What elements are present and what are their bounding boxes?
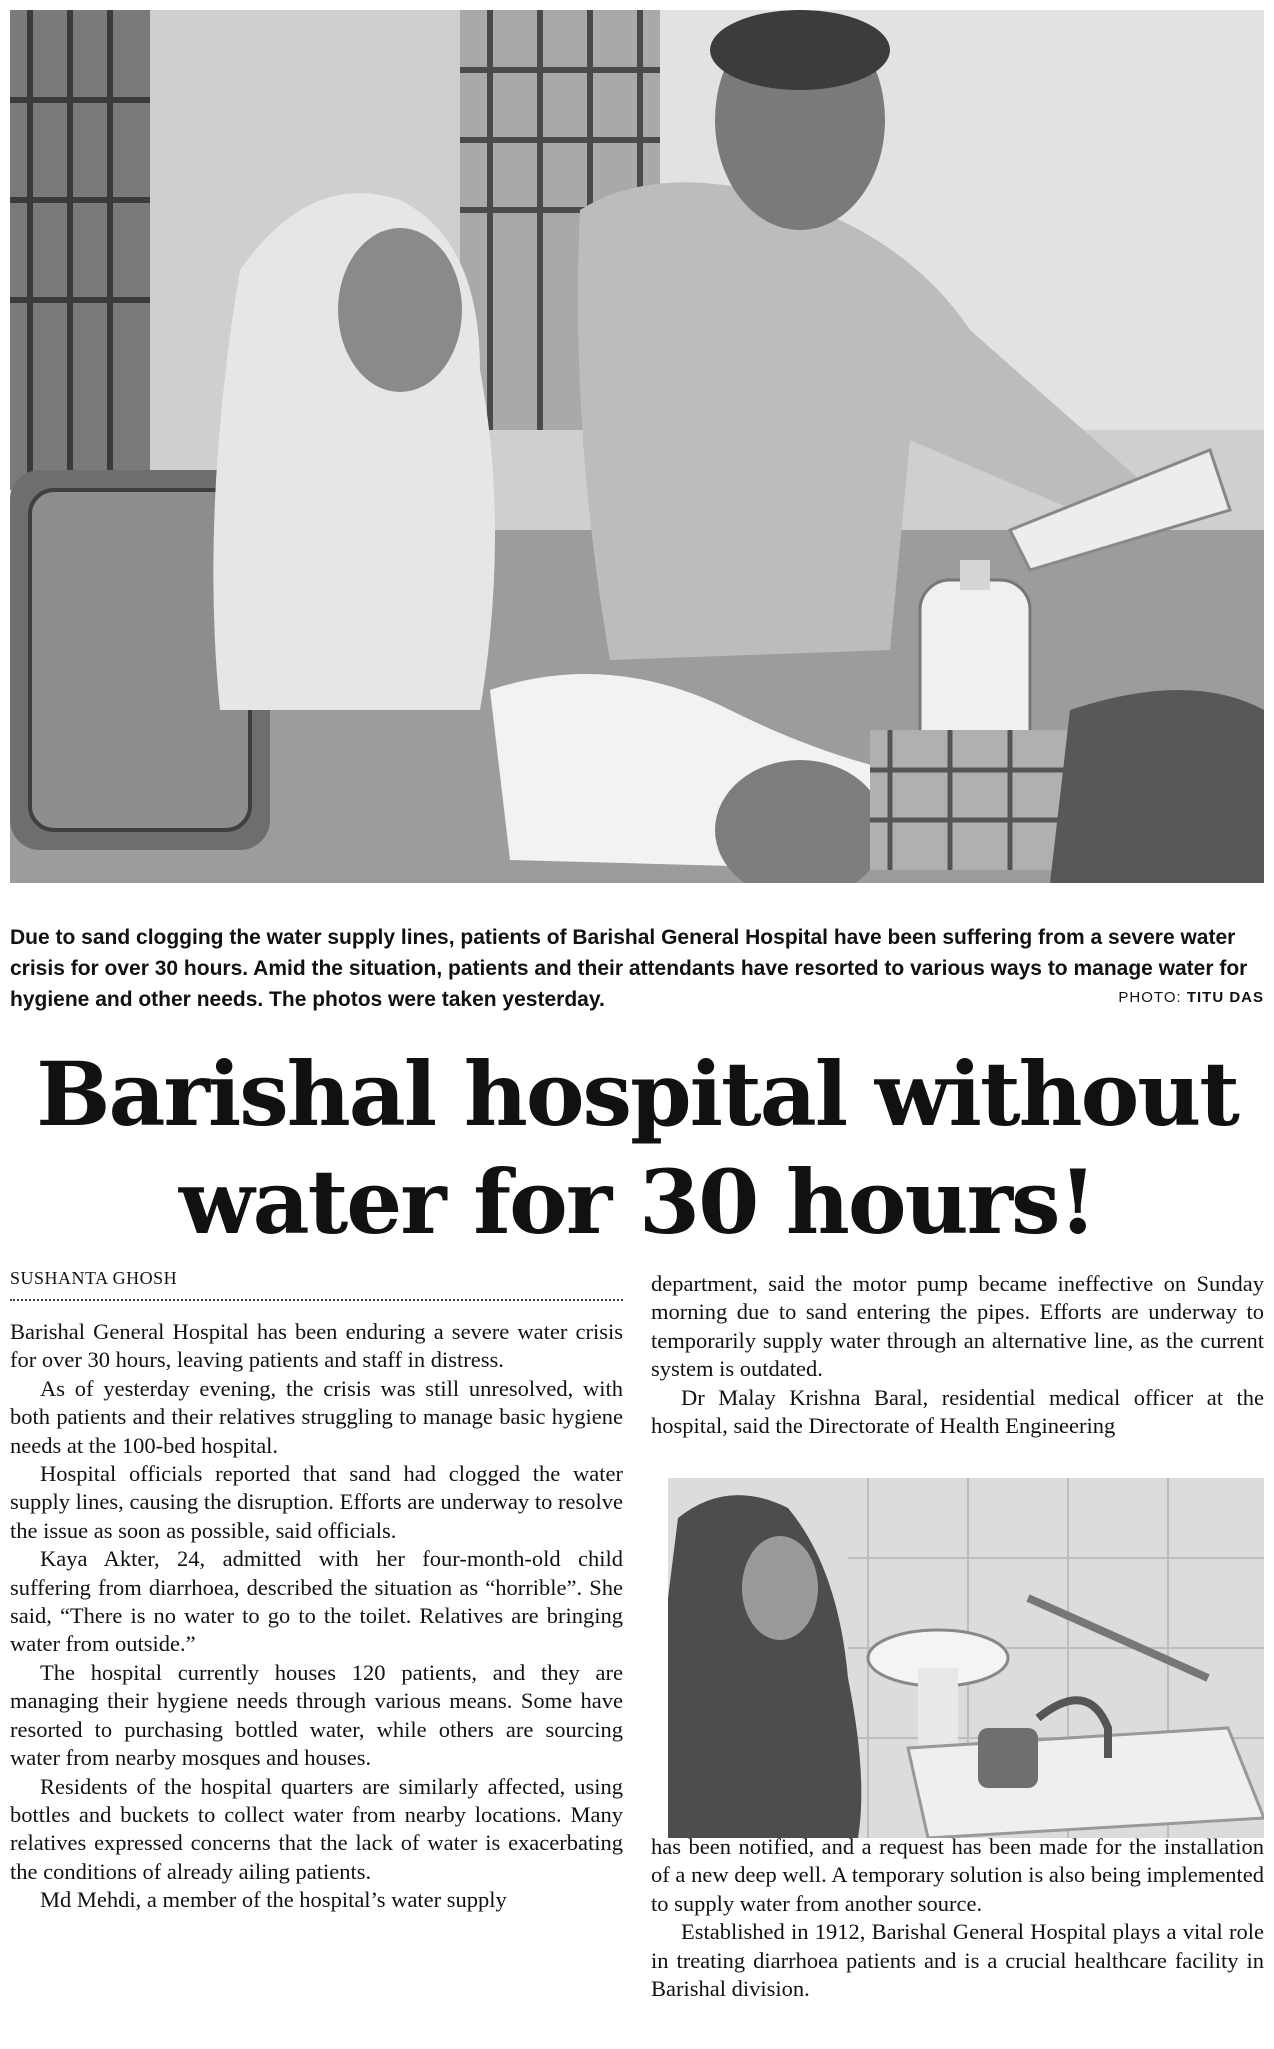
headline-line-2: water for 30 hours! xyxy=(178,1150,1096,1254)
paragraph: As of yesterday evening, the crisis was still unresolved, with both patients and their relatives struggling to manage basic hygiene needs at the 100-bed hospital. xyxy=(10,1375,623,1458)
headline xyxy=(0,1040,1274,1256)
secondary-photo-illustration xyxy=(668,1478,1264,1838)
article-column-right-top xyxy=(651,1270,1264,1440)
paragraph: department, said the motor pump became ineffective on Sunday morning due to sand entering the pipes. Efforts are underway to temporarily supply water through an alternative line, as the current system is outdated. xyxy=(651,1271,1264,1382)
paragraph: Residents of the hospital quarters are similarly affected, using bottles and buckets to collect water from nearby locations. Many relatives expressed concerns that the lack of water is exacerbating the conditions of already ailing patients. xyxy=(10,1773,623,1884)
headline-line-1: Barishal hospital without xyxy=(36,1042,1238,1146)
main-photo-illustration xyxy=(10,10,1264,883)
paragraph: has been notified, and a request has been made for the installation of a new deep well. A temporary solution is also being implemented to supply water from another source. xyxy=(651,1834,1264,1916)
main-photo xyxy=(10,10,1264,883)
photo-credit xyxy=(1118,982,1264,1013)
paragraph: Barishal General Hospital has been enduring a severe water crisis for over 30 hours, leaving patients and staff in distress. xyxy=(10,1319,623,1373)
paragraph: Kaya Akter, 24, admitted with her four-month-old child suffering from diarrhoea, described the situation as “horrible”. She said, “There is no water to go to the toilet. Relatives are bringing water from outside.” xyxy=(10,1546,623,1657)
paragraph: Dr Malay Krishna Baral, residential medical officer at the hospital, said the Directorate of Health Engineering xyxy=(651,1384,1264,1439)
paragraph: The hospital currently houses 120 patients, and they are managing their hygiene needs through various means. Some have resorted to purchasing bottled water, while others are sourcing water from nearby mosques and houses. xyxy=(10,1659,623,1771)
article-column-left xyxy=(10,1318,623,1915)
secondary-photo xyxy=(668,1478,1264,1838)
byline: SUSHANTA GHOSH xyxy=(10,1268,623,1301)
photo-credit-label: PHOTO: xyxy=(1118,989,1182,1006)
article-column-right-bottom xyxy=(651,1833,1264,2003)
photo-credit-name: TITU DAS xyxy=(1186,989,1264,1006)
paragraph: Hospital officials reported that sand had clogged the water supply lines, causing the disruption. Efforts are underway to resolve the issue as soon as possible, said officials. xyxy=(10,1461,623,1543)
paragraph: Md Mehdi, a member of the hospital’s water supply xyxy=(40,1887,507,1913)
photo-caption xyxy=(10,922,1264,1015)
paragraph: Established in 1912, Barishal General Hospital plays a vital role in treating diarrhoea patients and is a crucial healthcare facility in Barishal division. xyxy=(651,1919,1264,2002)
caption-text: Due to sand clogging the water supply lines, patients of Barishal General Hospital have been suffering from a severe water crisis for over 30 hours. Amid the situation, patients and their attendants have resorted to various ways to manage water for hygiene and other needs. The photos were taken yesterday. xyxy=(10,926,1248,1011)
